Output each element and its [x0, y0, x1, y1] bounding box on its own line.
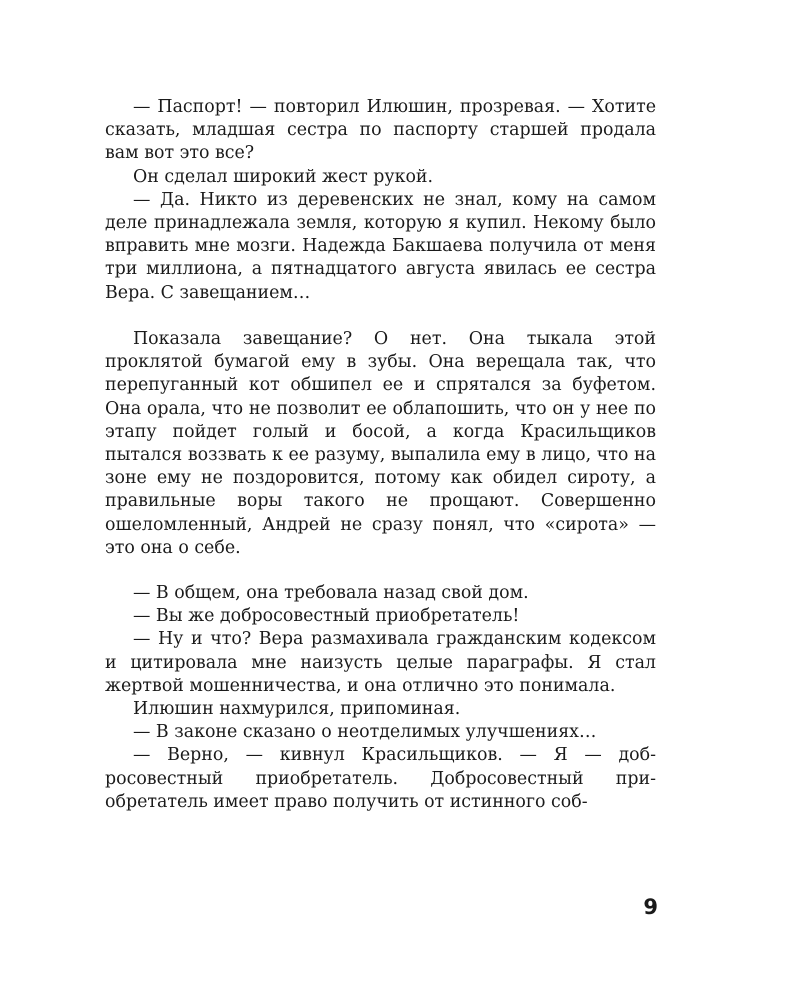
paragraph: — Верно, — кивнул Красильщиков. — Я — добросовестный приобретатель. Добросовестный приобретатель имеет право получить от истинного соб- — [105, 745, 656, 812]
text-block-dialogue-passport — [105, 96, 656, 305]
paragraph: Илюшин нахмурился, припоминая. — [133, 699, 461, 720]
paragraph: — Ну и что? Вера размахивала гражданским кодексом и цитировала мне наизусть целые параграфы. Я стал жертвой мошенничества, и она отлично это понимала. — [105, 629, 656, 696]
text-block-dialogue-law — [105, 582, 656, 814]
paragraph: — Вы же добросовестный приобретатель! — [133, 606, 520, 627]
paragraph: — В общем, она требовала назад свой дом. — [133, 583, 529, 603]
paragraph: — В законе сказано о неотделимых улучшениях… — [133, 722, 597, 743]
paragraph: Он сделал широкий жест рукой. — [133, 166, 434, 187]
page-number: 9 — [643, 895, 658, 919]
paragraph: — Паспорт! — повторил Илюшин, прозревая. — Хотите сказать, младшая сестра по паспорту старшей продала вам вот это все? — [105, 97, 656, 164]
paragraph: Показала завещание? О нет. Она тыкала этой проклятой бумагой ему в зубы. Она верещала так, что перепуганный кот обшипел ее и спрятался за буфетом. Она орала, что не позволит ее облапошить, что он у нее по этапу пойдет голый и босой, а когда Красильщиков пытался воззвать к ее разуму, выпалила ему в лицо, что на зоне ему не поздоровится, потому как обидел сироту, а правильные воры такого не прощают. Совершенно ошеломленный, Андрей не сразу понял, что «сирота» — это она о себе. — [105, 329, 656, 558]
paragraph: — Да. Никто из деревенских не знал, кому на самом деле принадлежала земля, которую я купил. Некому было вправить мне мозги. Надежда Бакшаева получила от меня три миллиона, а пятнадцатого августа явилась ее сестра Вера. С завещанием… — [105, 189, 656, 303]
text-block-narrative — [105, 328, 656, 560]
